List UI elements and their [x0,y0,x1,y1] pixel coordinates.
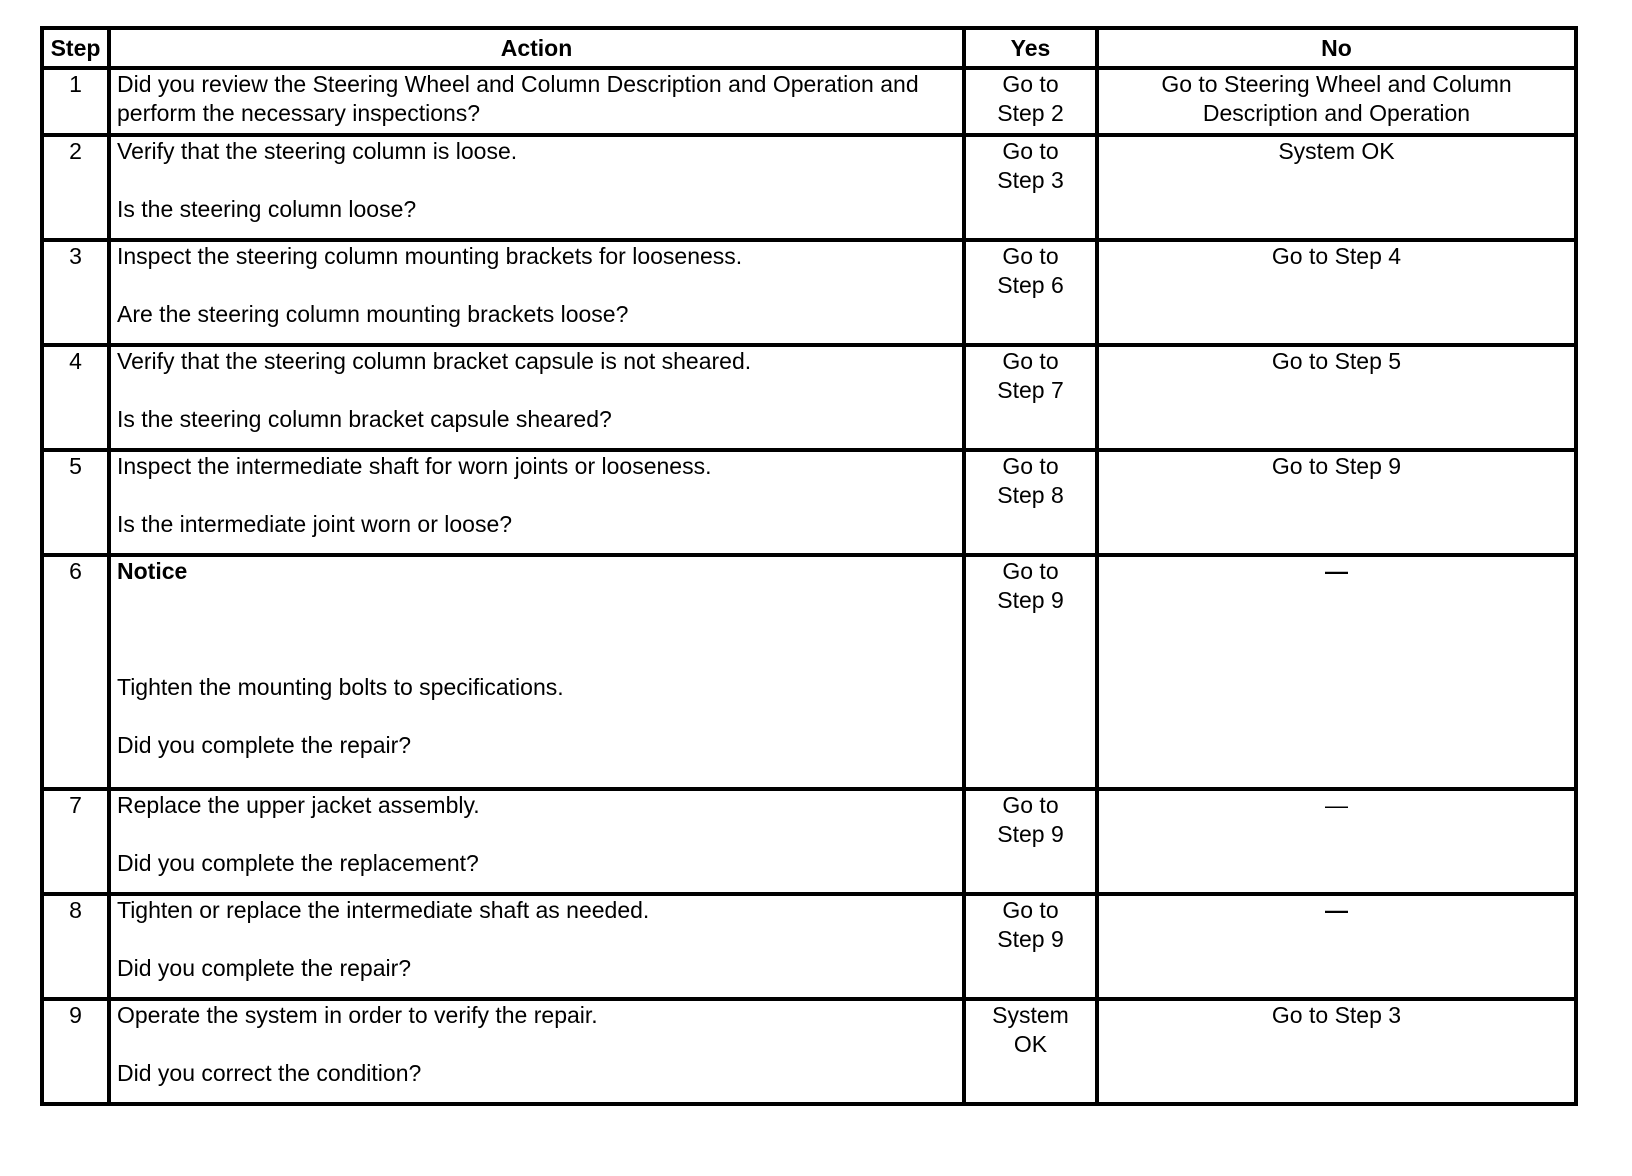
yes-cell [964,894,1097,999]
yes-text-line2: Step 3 [997,167,1064,193]
no-text: System OK [1097,135,1576,240]
no-text: — [1097,555,1576,789]
yes-text-line2: Step 2 [997,100,1064,126]
step-number: 3 [42,240,109,345]
action-cell [109,135,964,240]
header-no: No [1097,28,1576,68]
no-text: — [1097,894,1576,999]
no-text-line2: Description and Operation [1202,100,1471,126]
no-text: Go to Step 9 [1097,450,1576,555]
table-body [42,68,1576,1104]
table-row [42,345,1576,450]
yes-text-line1: Go to [1002,71,1059,97]
table-row [42,68,1576,135]
action-cell [109,68,964,135]
yes-text-line2: Step 6 [997,272,1064,298]
yes-text-line2: Step 9 [997,821,1064,847]
action-cell [109,240,964,345]
question-text: Is the steering column loose? [117,196,417,222]
yes-cell [964,240,1097,345]
no-text-line1: Go to Steering Wheel and Column [1161,71,1512,97]
instruction-text: Tighten the mounting bolts to specifications. [117,674,564,700]
yes-text-line1: Go to [1002,558,1059,584]
yes-text-line2: Step 7 [997,377,1064,403]
question-text: Did you complete the repair? [117,955,412,981]
no-text: Go to Step 4 [1097,240,1576,345]
notice-spacer [117,586,956,673]
table-row [42,450,1576,555]
table-row [42,240,1576,345]
yes-text-line1: Go to [1002,897,1059,923]
instruction-text: Operate the system in order to verify the repair. [117,1002,598,1028]
step-number: 6 [42,555,109,789]
action-cell [109,894,964,999]
no-text: Go to Step 3 [1097,999,1576,1104]
yes-text-line1: Go to [1002,138,1059,164]
action-text: Did you review the Steering Wheel and Column Description and Operation and perform the necessary inspections? [117,71,919,126]
table-row [42,999,1576,1104]
yes-cell [964,68,1097,135]
yes-cell [964,789,1097,894]
no-cell [1097,68,1576,135]
table-row [42,555,1576,789]
question-text: Did you complete the repair? [117,732,412,758]
yes-text-line2: OK [1013,1031,1048,1057]
table-row [42,135,1576,240]
step-number: 4 [42,345,109,450]
instruction-text: Verify that the steering column is loose. [117,138,518,164]
yes-cell [964,450,1097,555]
action-cell [109,450,964,555]
table-row [42,894,1576,999]
step-number: 8 [42,894,109,999]
yes-cell [964,135,1097,240]
instruction-text: Verify that the steering column bracket capsule is not sheared. [117,348,752,374]
diagnostic-table [40,26,1578,1106]
step-number: 7 [42,789,109,894]
step-number: 2 [42,135,109,240]
question-text: Is the steering column bracket capsule sheared? [117,406,612,432]
header-yes: Yes [964,28,1097,68]
no-text: — [1097,789,1576,894]
header-step: Step [42,28,109,68]
yes-text-line2: Step 9 [997,926,1064,952]
question-text: Did you complete the replacement? [117,850,479,876]
yes-text-line2: Step 8 [997,482,1064,508]
instruction-text: Inspect the steering column mounting brackets for looseness. [117,243,743,269]
question-text: Did you correct the condition? [117,1060,422,1086]
yes-cell [964,345,1097,450]
step-number: 9 [42,999,109,1104]
question-text: Are the steering column mounting brackets loose? [117,301,629,327]
yes-text-line1: Go to [1002,453,1059,479]
yes-text-line1: Go to [1002,792,1059,818]
yes-cell [964,999,1097,1104]
header-action: Action [109,28,964,68]
yes-cell [964,555,1097,789]
action-cell [109,555,964,789]
no-text: Go to Step 5 [1097,345,1576,450]
table-row [42,789,1576,894]
notice-label: Notice [117,558,188,584]
instruction-text: Tighten or replace the intermediate shaft as needed. [117,897,650,923]
instruction-text: Replace the upper jacket assembly. [117,792,480,818]
yes-text-line2: Step 9 [997,587,1064,613]
header-row [42,28,1576,68]
step-number: 5 [42,450,109,555]
yes-text-line1: Go to [1002,348,1059,374]
yes-text-line1: System [992,1002,1069,1028]
table-header [42,28,1576,68]
yes-text-line1: Go to [1002,243,1059,269]
step-number: 1 [42,68,109,135]
action-cell [109,345,964,450]
action-cell [109,999,964,1104]
question-text: Is the intermediate joint worn or loose? [117,511,513,537]
instruction-text: Inspect the intermediate shaft for worn joints or looseness. [117,453,712,479]
action-cell [109,789,964,894]
